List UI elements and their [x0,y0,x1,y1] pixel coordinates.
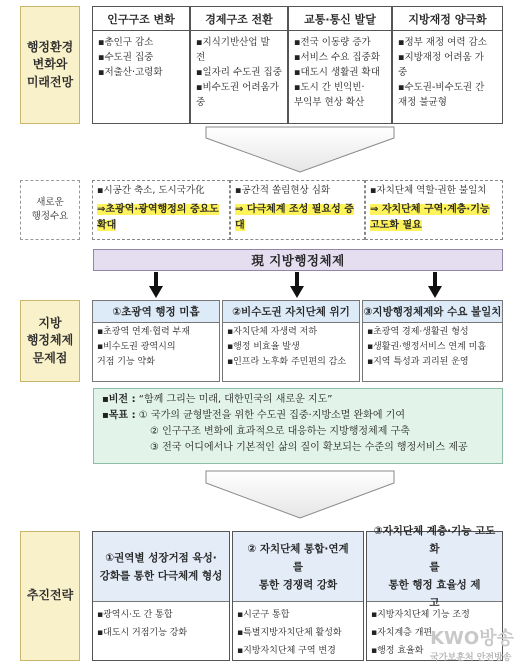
arrow-down-icon [428,272,442,298]
current-system-bar: 現 지방행정체제 [93,249,503,271]
problem-item: ▪생활권·행정서비스 연계 미흡 [367,342,487,352]
problem-item: ▪비수도권 광역시의 거점 기능 약화 [97,342,176,367]
strategy-item: ▪지방자치단체 구역 변경 [237,646,336,656]
trend-item: ▪대도시 생활권 확대 [294,67,380,78]
trend-item: ▪도시 간 빈익빈· 부익부 현상 확산 [294,82,365,108]
down-arrow-icon [205,126,395,174]
demand-cause: ▪공간적 쏠림현상 심화 [235,185,331,196]
strategy-title: ③자치단체 계층·기능 고도화 를 통한 행정 효율성 제 고 [367,532,502,602]
demand-cause: ▪자치단체 역할·권한 불일치 [370,185,487,196]
demand-cause: ▪시공간 축소, 도시국가化 [97,185,205,196]
broadcaster-watermark [430,624,514,663]
strategy-title: ② 자치단체 통합·연계 를 통한 경쟁력 강화 [233,532,363,602]
trend-column-population [92,6,190,124]
watermark-sub: 국가보훈처 안전방송 [430,653,512,663]
section-label-new-demand: 새로운 행정수요 [20,180,80,240]
strategy-item: ▪행정 효율화 [371,646,424,656]
strategy-box [92,531,230,661]
demand-box [365,180,503,240]
trend-title: 경제구조 전환 [191,7,287,31]
strategy-item: ▪광역시·도 간 통합 [97,610,173,620]
strategy-title: ①권역별 성장거점 육성· 강화를 통한 다극체계 형성 [93,532,229,602]
strategy-box [232,531,364,661]
goal-item: ② 인구구조 변화에 효과적으로 대응하는 지방행정체제 구축 [150,426,410,437]
trend-title: 인구구조 변화 [93,7,189,31]
goal-item: ③ 전국 어디에서나 기본적인 삶의 질이 확보되는 수준의 행정서비스 제공 [150,442,468,453]
trend-title: 지방재정 양극화 [393,7,502,31]
section-label-problems: 지방 행정체제 문제점 [20,300,80,382]
problem-box [222,300,360,382]
arrow-down-icon [290,272,304,298]
strategy-item: ▪특별지방자치단체 활성화 [237,628,342,638]
trend-item: ▪지방재정 어려움 가 중 [398,52,484,78]
goal-label: ▪목표 : [102,410,136,421]
trend-item: ▪수도권 집중 [98,52,154,63]
down-arrow-icon [205,470,395,520]
trend-item: ▪일자리 수도권 집중 [196,67,282,78]
trend-title: 교통·통신 발달 [289,7,391,31]
demand-result: ⇒ 자치단체 구역·계층·기능 고도화 필요 [370,204,490,231]
vision-box [93,388,503,464]
trend-item: ▪저출산·고령화 [98,67,163,78]
trend-item: ▪전국 이동량 증가 [294,37,371,48]
section-label-strategy: 추진전략 [20,531,80,661]
trend-column-transport [288,6,392,124]
problem-title: ③지방행정체제와 수요 불일치 [363,301,502,323]
trend-item: ▪수도권-비수도권 간 재정 불균형 [398,82,485,108]
problem-item: ▪초광역 연계·협력 부재 [97,327,190,337]
problem-item: ▪초광역 경제·생활권 형성 [367,327,469,337]
trend-item: ▪비수도권 어려움가중 [196,82,279,108]
problem-item: ▪인프라 노후화 주민편의 감소 [227,357,347,367]
arrow-down-icon [149,272,163,298]
trend-item: ▪지식기반산업 발 전 [196,37,270,63]
demand-box [230,180,365,240]
problem-item: ▪행정 비효율 발생 [227,342,300,352]
section-label-environment: 행정환경 변화와 미래전망 [20,6,80,124]
vision-text: “함께 그리는 미래, 대한민국의 새로운 지도” [138,394,333,405]
strategy-item: ▪대도시 거점기능 강화 [97,628,188,638]
demand-box [92,180,230,240]
goal-item: ① 국가의 균형발전을 위한 수도권 집중·지방소멸 완화에 기여 [138,410,405,421]
strategy-item: ▪시군구 통합 [237,610,290,620]
problem-title: ①초광역 행정 미흡 [93,301,219,323]
demand-result: ⇒ 다극체계 조성 필요성 증대 [235,204,354,231]
problem-box [362,300,503,382]
trend-item: ▪총인구 감소 [98,37,154,48]
strategy-item: ▪자치계층 개편 [371,628,433,638]
problem-item: ▪지역 특성과 괴리된 운영 [367,357,469,367]
problem-item: ▪자치단체 자생력 저하 [227,327,318,337]
trend-item: ▪서비스 수요 집중화 [294,52,380,63]
watermark-brand: KWO방송 [430,628,514,649]
problem-box [92,300,220,382]
strategy-item: ▪지방자치단체 기능 조정 [371,610,470,620]
demand-result: ⇒초광역·광역행정의 중요도 확대 [97,204,219,231]
trend-column-economy [190,6,288,124]
vision-label: ▪비전 : [102,394,136,405]
problem-title: ②비수도권 자치단체 위기 [223,301,359,323]
trend-column-finance [392,6,503,124]
trend-item: ▪정부 재정 여력 감소 [398,37,487,48]
